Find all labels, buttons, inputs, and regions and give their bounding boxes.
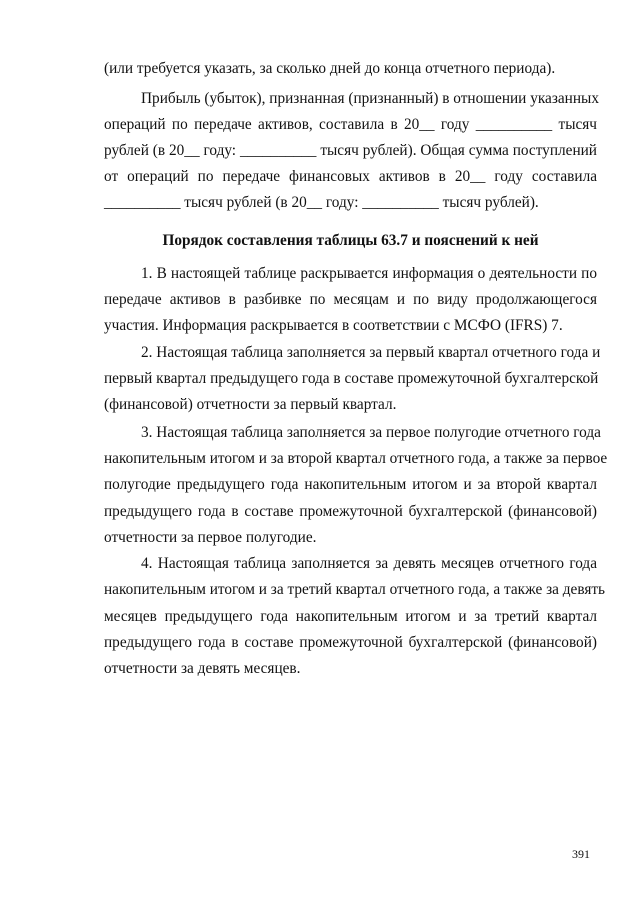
item-1-line: участия. Информация раскрывается в соответствии с МСФО (IFRS) 7. bbox=[104, 317, 563, 334]
item-3-line: предыдущего года в составе промежуточной бухгалтерской (финансовой) bbox=[104, 503, 597, 520]
item-3-line: 3. Настоящая таблица заполняется за первое полугодие отчетного года bbox=[141, 424, 601, 441]
section-heading: Порядок составления таблицы 63.7 и пояснений к ней bbox=[162, 232, 539, 249]
intro-tail-line: (или требуется указать, за сколько дней до конца отчетного периода). bbox=[104, 60, 556, 77]
item-3-line: отчетности за первое полугодие. bbox=[104, 529, 317, 546]
item-2-line: 2. Настоящая таблица заполняется за первый квартал отчетного года и bbox=[141, 344, 601, 361]
page-number: 391 bbox=[572, 847, 590, 861]
profit-paragraph-line: рублей (в 20__ году: __________ тысяч рублей). Общая сумма поступлений bbox=[104, 142, 597, 159]
profit-paragraph-line: от операций по передаче финансовых активов в 20__ году составила bbox=[104, 168, 597, 185]
item-4-line: отчетности за девять месяцев. bbox=[104, 660, 301, 677]
item-2-line: первый квартал предыдущего года в составе промежуточной бухгалтерской bbox=[104, 370, 599, 387]
item-3-line: накопительным итогом и за второй квартал отчетного года, а также за первое bbox=[104, 450, 608, 467]
profit-paragraph-line: операций по передаче активов, составила в 20__ году __________ тысяч bbox=[104, 116, 597, 133]
item-4-line: 4. Настоящая таблица заполняется за девять месяцев отчетного года bbox=[141, 555, 597, 572]
item-2-line: (финансовой) отчетности за первый квартал. bbox=[104, 396, 397, 413]
profit-paragraph-line: __________ тысяч рублей (в 20__ году: __________ тысяч рублей). bbox=[104, 194, 539, 211]
profit-paragraph-line: Прибыль (убыток), признанная (признанный) в отношении указанных bbox=[141, 90, 599, 107]
item-4-line: месяцев предыдущего года накопительным итогом и за третий квартал bbox=[104, 608, 597, 625]
item-1-line: передаче активов в разбивке по месяцам и по виду продолжающегося bbox=[104, 291, 597, 308]
item-4-line: предыдущего года в составе промежуточной бухгалтерской (финансовой) bbox=[104, 634, 597, 651]
item-4-line: накопительным итогом и за третий квартал отчетного года, а также за девять bbox=[104, 581, 606, 598]
item-1-line: 1. В настоящей таблице раскрывается информация о деятельности по bbox=[141, 265, 597, 282]
item-3-line: полугодие предыдущего года накопительным итогом и за второй квартал bbox=[104, 476, 597, 493]
